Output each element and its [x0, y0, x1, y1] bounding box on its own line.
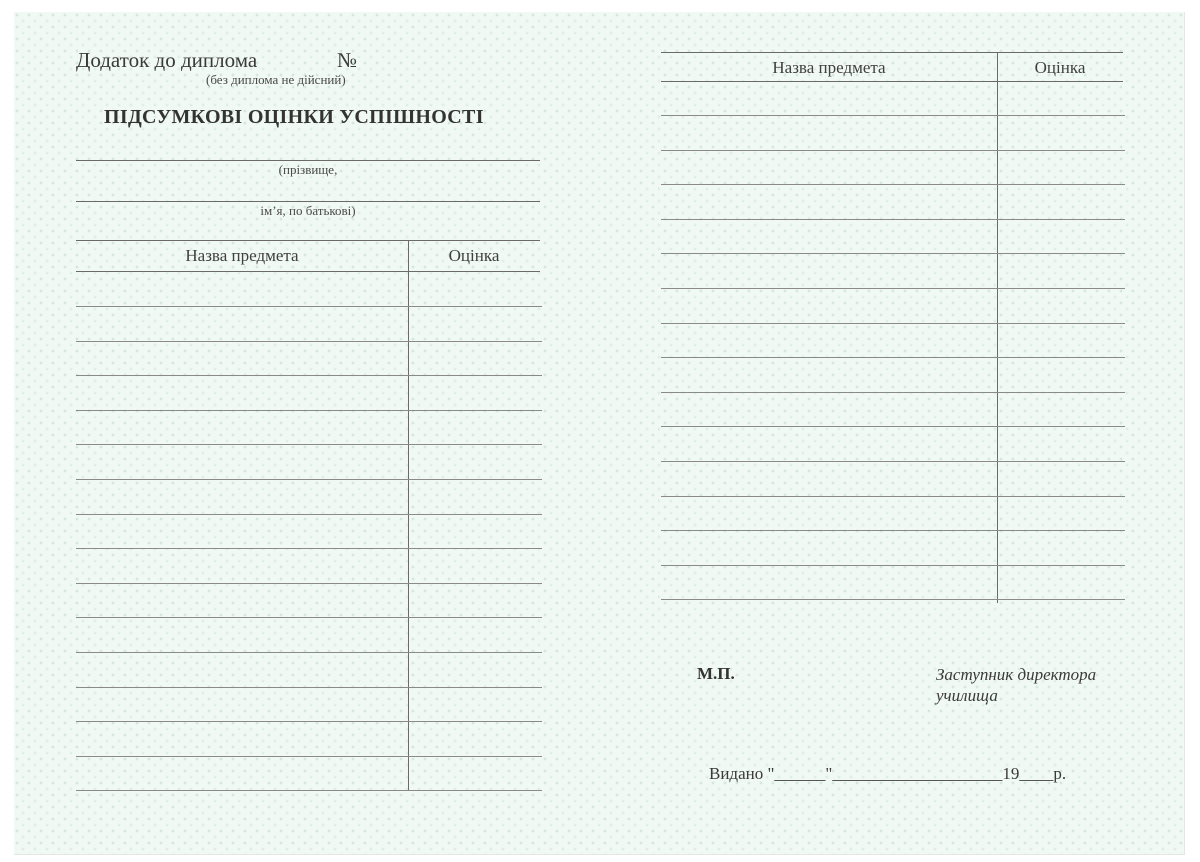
table-row-line — [661, 184, 1125, 185]
name-caption: ім’я, по батькові) — [260, 203, 356, 218]
table-row-line — [661, 461, 1125, 462]
table-row-line — [661, 496, 1125, 497]
column-header-subject: Назва предмета — [772, 58, 886, 77]
table-row-line — [661, 392, 1125, 393]
table-row-line — [76, 790, 542, 791]
right-grades-table — [661, 52, 1125, 604]
table-row-line — [661, 219, 1125, 220]
table-row-line — [76, 687, 542, 688]
signatory-title-line2: училища — [936, 686, 998, 705]
stamp-placeholder-label: М.П. — [697, 664, 735, 683]
validity-note: (без диплома не дійсний) — [206, 72, 346, 87]
table-row-line — [76, 617, 542, 618]
table-row-line — [76, 583, 542, 584]
column-header-subject: Назва предмета — [185, 246, 299, 265]
table-header-rule — [661, 81, 1123, 82]
page-title: ПІДСУМКОВІ ОЦІНКИ УСПІШНОСТІ — [104, 106, 484, 128]
issued-date-line: Видано "______"____________________19____р. — [709, 764, 1067, 783]
surname-line — [76, 160, 540, 161]
table-row-line — [76, 721, 542, 722]
table-row-line — [76, 306, 542, 307]
column-header-grade: Оцінка — [1034, 58, 1086, 77]
table-row-line — [661, 150, 1125, 151]
left-grades-table — [76, 240, 542, 792]
table-row-line — [76, 652, 542, 653]
surname-caption: (прізвище, — [278, 162, 338, 177]
column-divider — [997, 52, 998, 603]
table-row-line — [661, 357, 1125, 358]
table-top-rule — [76, 240, 540, 241]
name-line — [76, 201, 540, 202]
table-row-line — [661, 253, 1125, 254]
table-row-line — [661, 599, 1125, 600]
table-row-line — [661, 565, 1125, 566]
diploma-appendix-sheet — [14, 12, 1185, 855]
table-row-line — [76, 479, 542, 480]
table-row-line — [76, 756, 542, 757]
signatory-title-line1: Заступник директора — [936, 665, 1097, 684]
table-row-line — [76, 548, 542, 549]
table-row-line — [661, 323, 1125, 324]
column-divider — [408, 240, 409, 790]
column-header-grade: Оцінка — [448, 246, 500, 265]
table-top-rule — [661, 52, 1123, 53]
table-row-line — [76, 375, 542, 376]
number-sign: № — [337, 48, 358, 72]
table-row-line — [76, 514, 542, 515]
table-row-line — [76, 444, 542, 445]
table-header-rule — [76, 271, 540, 272]
appendix-heading: Додаток до диплома — [76, 48, 258, 72]
table-row-line — [76, 341, 542, 342]
table-row-line — [76, 410, 542, 411]
table-row-line — [661, 426, 1125, 427]
table-row-line — [661, 530, 1125, 531]
table-row-line — [661, 288, 1125, 289]
table-row-line — [661, 115, 1125, 116]
